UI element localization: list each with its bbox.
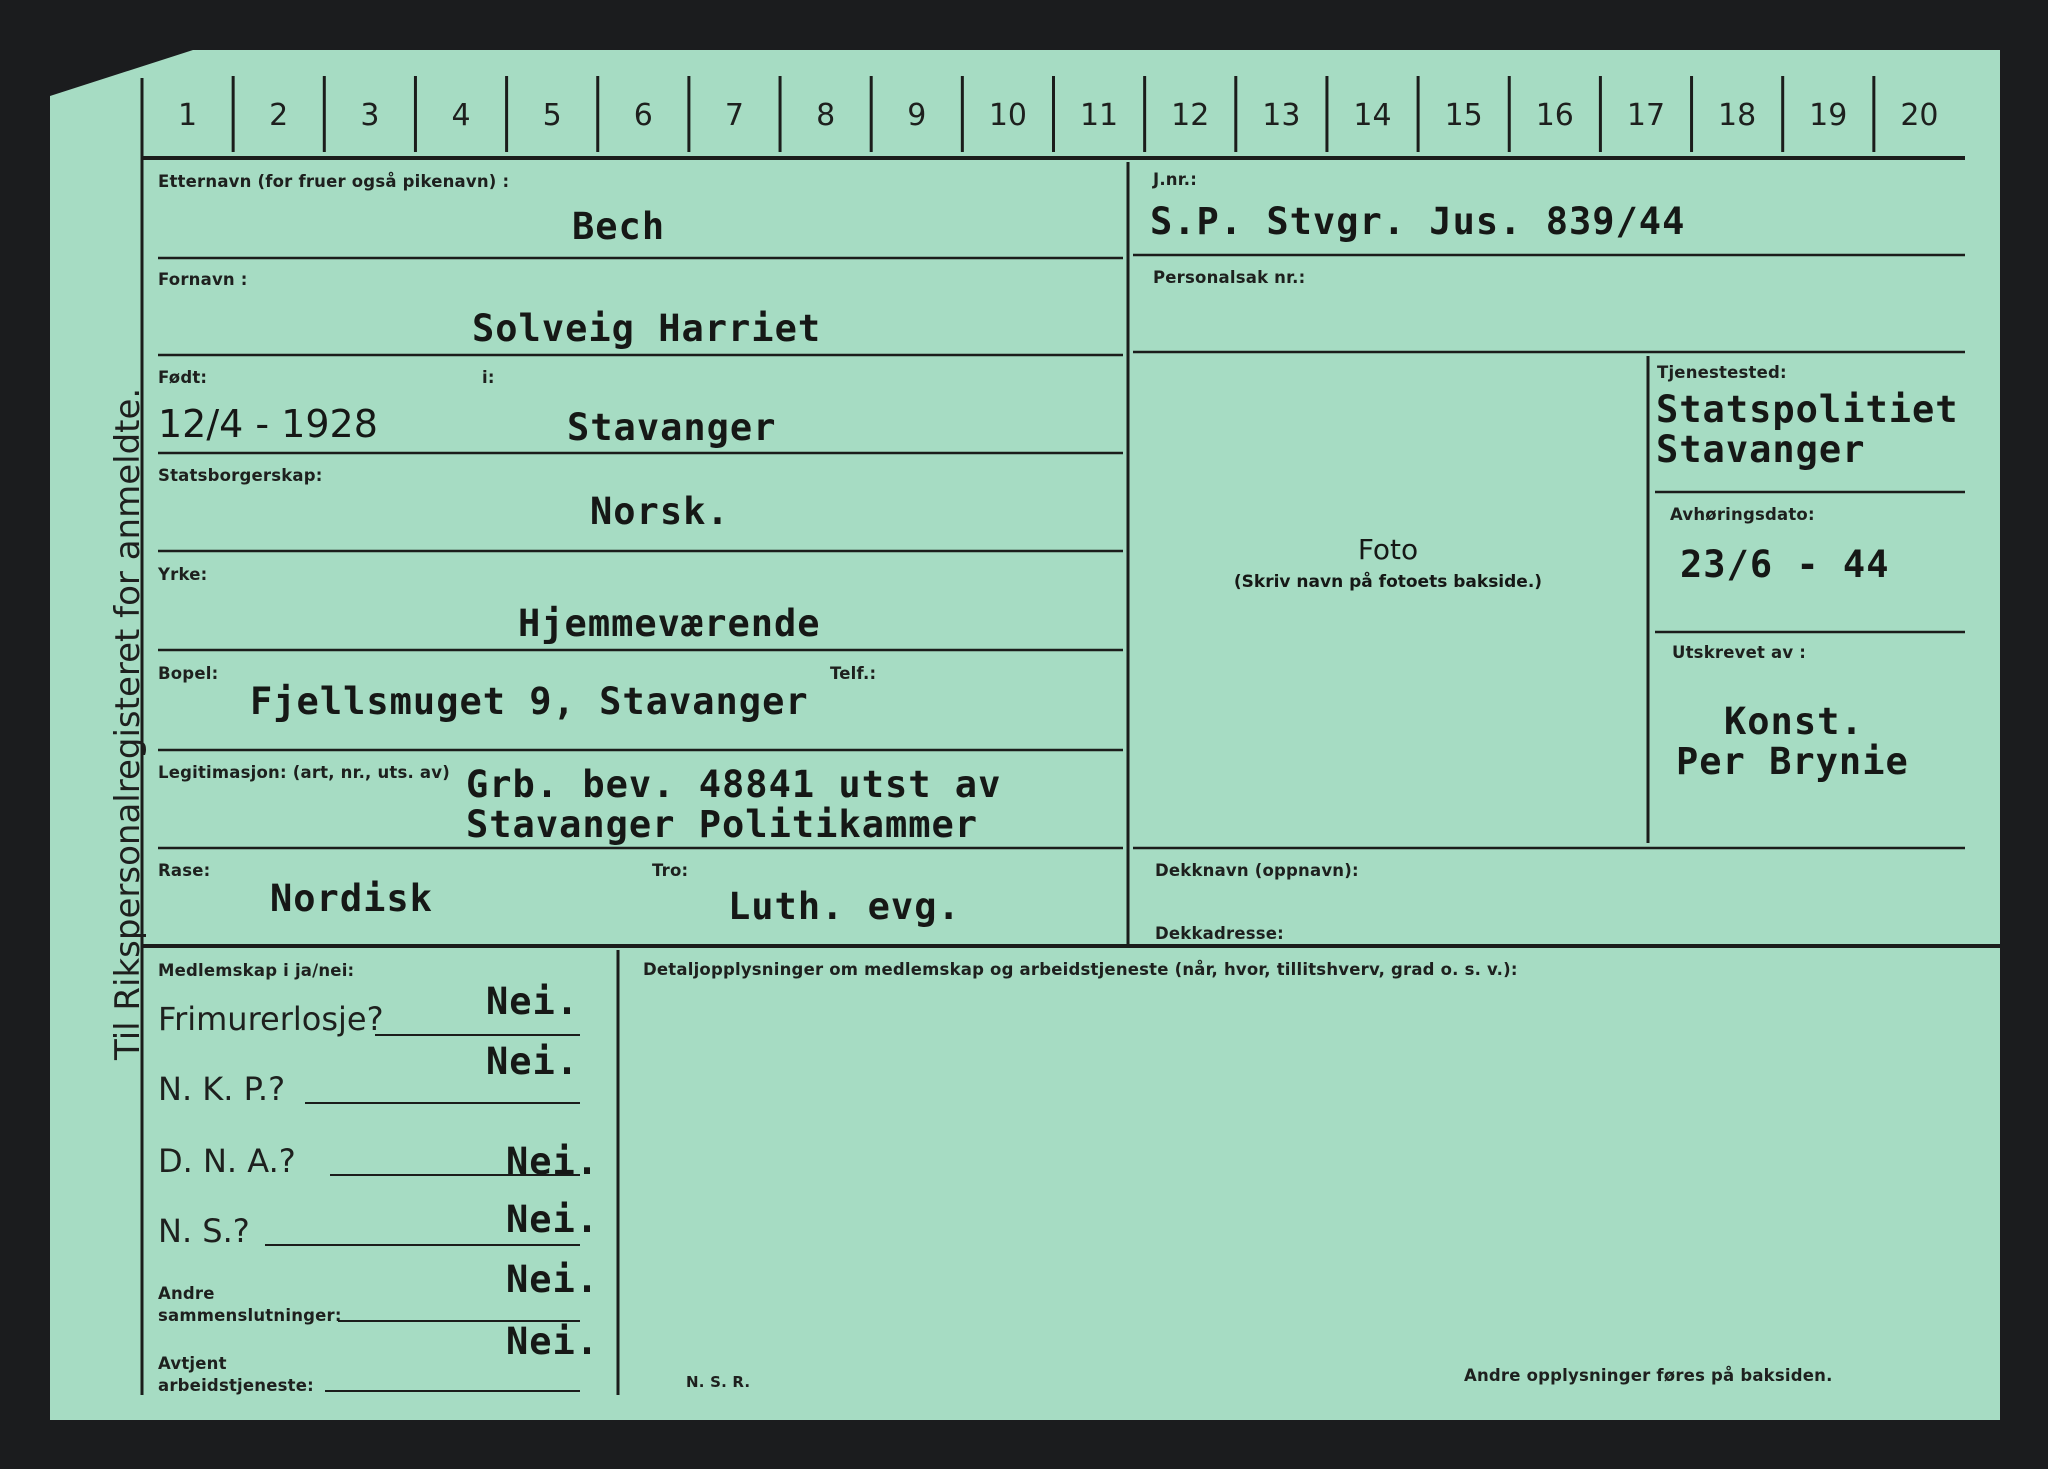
utskrevet-line1: Konst.	[1724, 700, 1864, 743]
tjenestested-line2: Stavanger	[1656, 428, 1866, 471]
legitimasjon-line2: Stavanger Politikammer	[466, 803, 979, 846]
yrke-label: Yrke:	[158, 565, 208, 584]
rase-label: Rase:	[158, 861, 211, 880]
bopel-label: Bopel:	[158, 664, 219, 683]
column-number: 4	[451, 98, 471, 133]
details-header: Detaljopplysninger om medlemskap og arbeidstjeneste (når, hvor, tillitshverv, grad o. s. v.):	[643, 960, 1518, 979]
bopel-value: Fjellsmuget 9, Stavanger	[250, 680, 809, 723]
fornavn-label: Fornavn :	[158, 270, 248, 289]
statsborgerskap-label: Statsborgerskap:	[158, 466, 323, 485]
tjenestested-label: Tjenestested:	[1657, 363, 1787, 382]
dna-label: D. N. A.?	[158, 1142, 296, 1180]
column-number: 5	[542, 98, 562, 133]
membership-header: Medlemskap i ja/nei:	[158, 961, 355, 980]
andre-label-1: Andre	[158, 1284, 215, 1303]
column-number: 2	[269, 98, 289, 133]
legitimasjon-label: Legitimasjon: (art, nr., uts. av)	[158, 763, 450, 782]
tro-value: Luth. evg.	[728, 885, 961, 928]
tjenestested-line1: Statspolitiet	[1656, 388, 1959, 431]
andre-label-2: sammenslutninger:	[158, 1306, 342, 1325]
foto-note: (Skriv navn på fotoets bakside.)	[1233, 572, 1543, 592]
etternavn-value: Bech	[572, 205, 666, 248]
column-number: 7	[724, 98, 745, 133]
column-number: 18	[1718, 98, 1757, 133]
column-number: 10	[988, 98, 1028, 133]
fodt-value: 12/4 - 1928	[158, 402, 378, 446]
nsr-mark: N. S. R.	[686, 1373, 751, 1391]
nkp-value: Nei.	[486, 1040, 580, 1083]
jnr-label: J.nr.:	[1153, 170, 1198, 189]
avtjent-value: Nei.	[506, 1320, 600, 1363]
column-number: 13	[1262, 98, 1301, 133]
column-number: 12	[1171, 98, 1210, 133]
avhoringsdato-value: 23/6 - 44	[1680, 543, 1890, 586]
frimurer-label: Frimurerlosje?	[158, 1000, 384, 1038]
dekkadresse-label: Dekkadresse:	[1155, 924, 1284, 943]
etternavn-label: Etternavn (for fruer også pikenavn) :	[158, 172, 510, 191]
fodt-label: Født:	[158, 368, 208, 387]
avtjent-label-2: arbeidstjeneste:	[158, 1376, 314, 1395]
column-number: 16	[1535, 98, 1574, 133]
dekknavn-label: Dekknavn (oppnavn):	[1155, 861, 1359, 880]
side-register-text: Til Rikspersonalregisteret for anmeldte.	[108, 387, 148, 1060]
column-number: 8	[816, 98, 836, 133]
column-number: 11	[1079, 98, 1119, 133]
column-number: 15	[1444, 98, 1483, 133]
rase-value: Nordisk	[270, 877, 433, 920]
column-number: 19	[1809, 98, 1848, 133]
tro-label: Tro:	[652, 861, 689, 880]
details-footer: Andre opplysninger føres på baksiden.	[1464, 1366, 1833, 1385]
jnr-value: S.P. Stvgr. Jus. 839/44	[1150, 200, 1686, 243]
telefon-label: Telf.:	[830, 664, 877, 683]
personalsak-label: Personalsak nr.:	[1153, 268, 1306, 287]
column-number: 14	[1353, 98, 1392, 133]
foto-title: Foto	[1357, 533, 1419, 566]
column-number: 9	[907, 98, 927, 133]
avhoringsdato-label: Avhøringsdato:	[1670, 505, 1815, 524]
ns-value: Nei.	[506, 1198, 600, 1241]
avtjent-label-1: Avtjent	[158, 1354, 227, 1373]
column-number: 20	[1900, 98, 1939, 133]
yrke-value: Hjemmeværende	[518, 602, 821, 645]
fodt-i-label: i:	[482, 368, 495, 387]
dna-value: Nei.	[506, 1140, 600, 1183]
column-number: 6	[633, 98, 653, 133]
fodested-value: Stavanger	[567, 406, 777, 449]
nkp-label: N. K. P.?	[158, 1070, 286, 1108]
frimurer-value: Nei.	[486, 980, 580, 1023]
ns-label: N. S.?	[158, 1212, 250, 1250]
fornavn-value: Solveig Harriet	[472, 307, 822, 350]
andre-value: Nei.	[506, 1258, 600, 1301]
legitimasjon-line1: Grb. bev. 48841 utst av	[466, 763, 1002, 806]
utskrevet-line2: Per Brynie	[1676, 740, 1909, 783]
column-number: 1	[178, 98, 198, 133]
statsborgerskap-value: Norsk.	[590, 490, 730, 533]
column-number: 17	[1626, 98, 1666, 133]
utskrevet-label: Utskrevet av :	[1672, 643, 1807, 662]
column-number: 3	[360, 98, 380, 133]
